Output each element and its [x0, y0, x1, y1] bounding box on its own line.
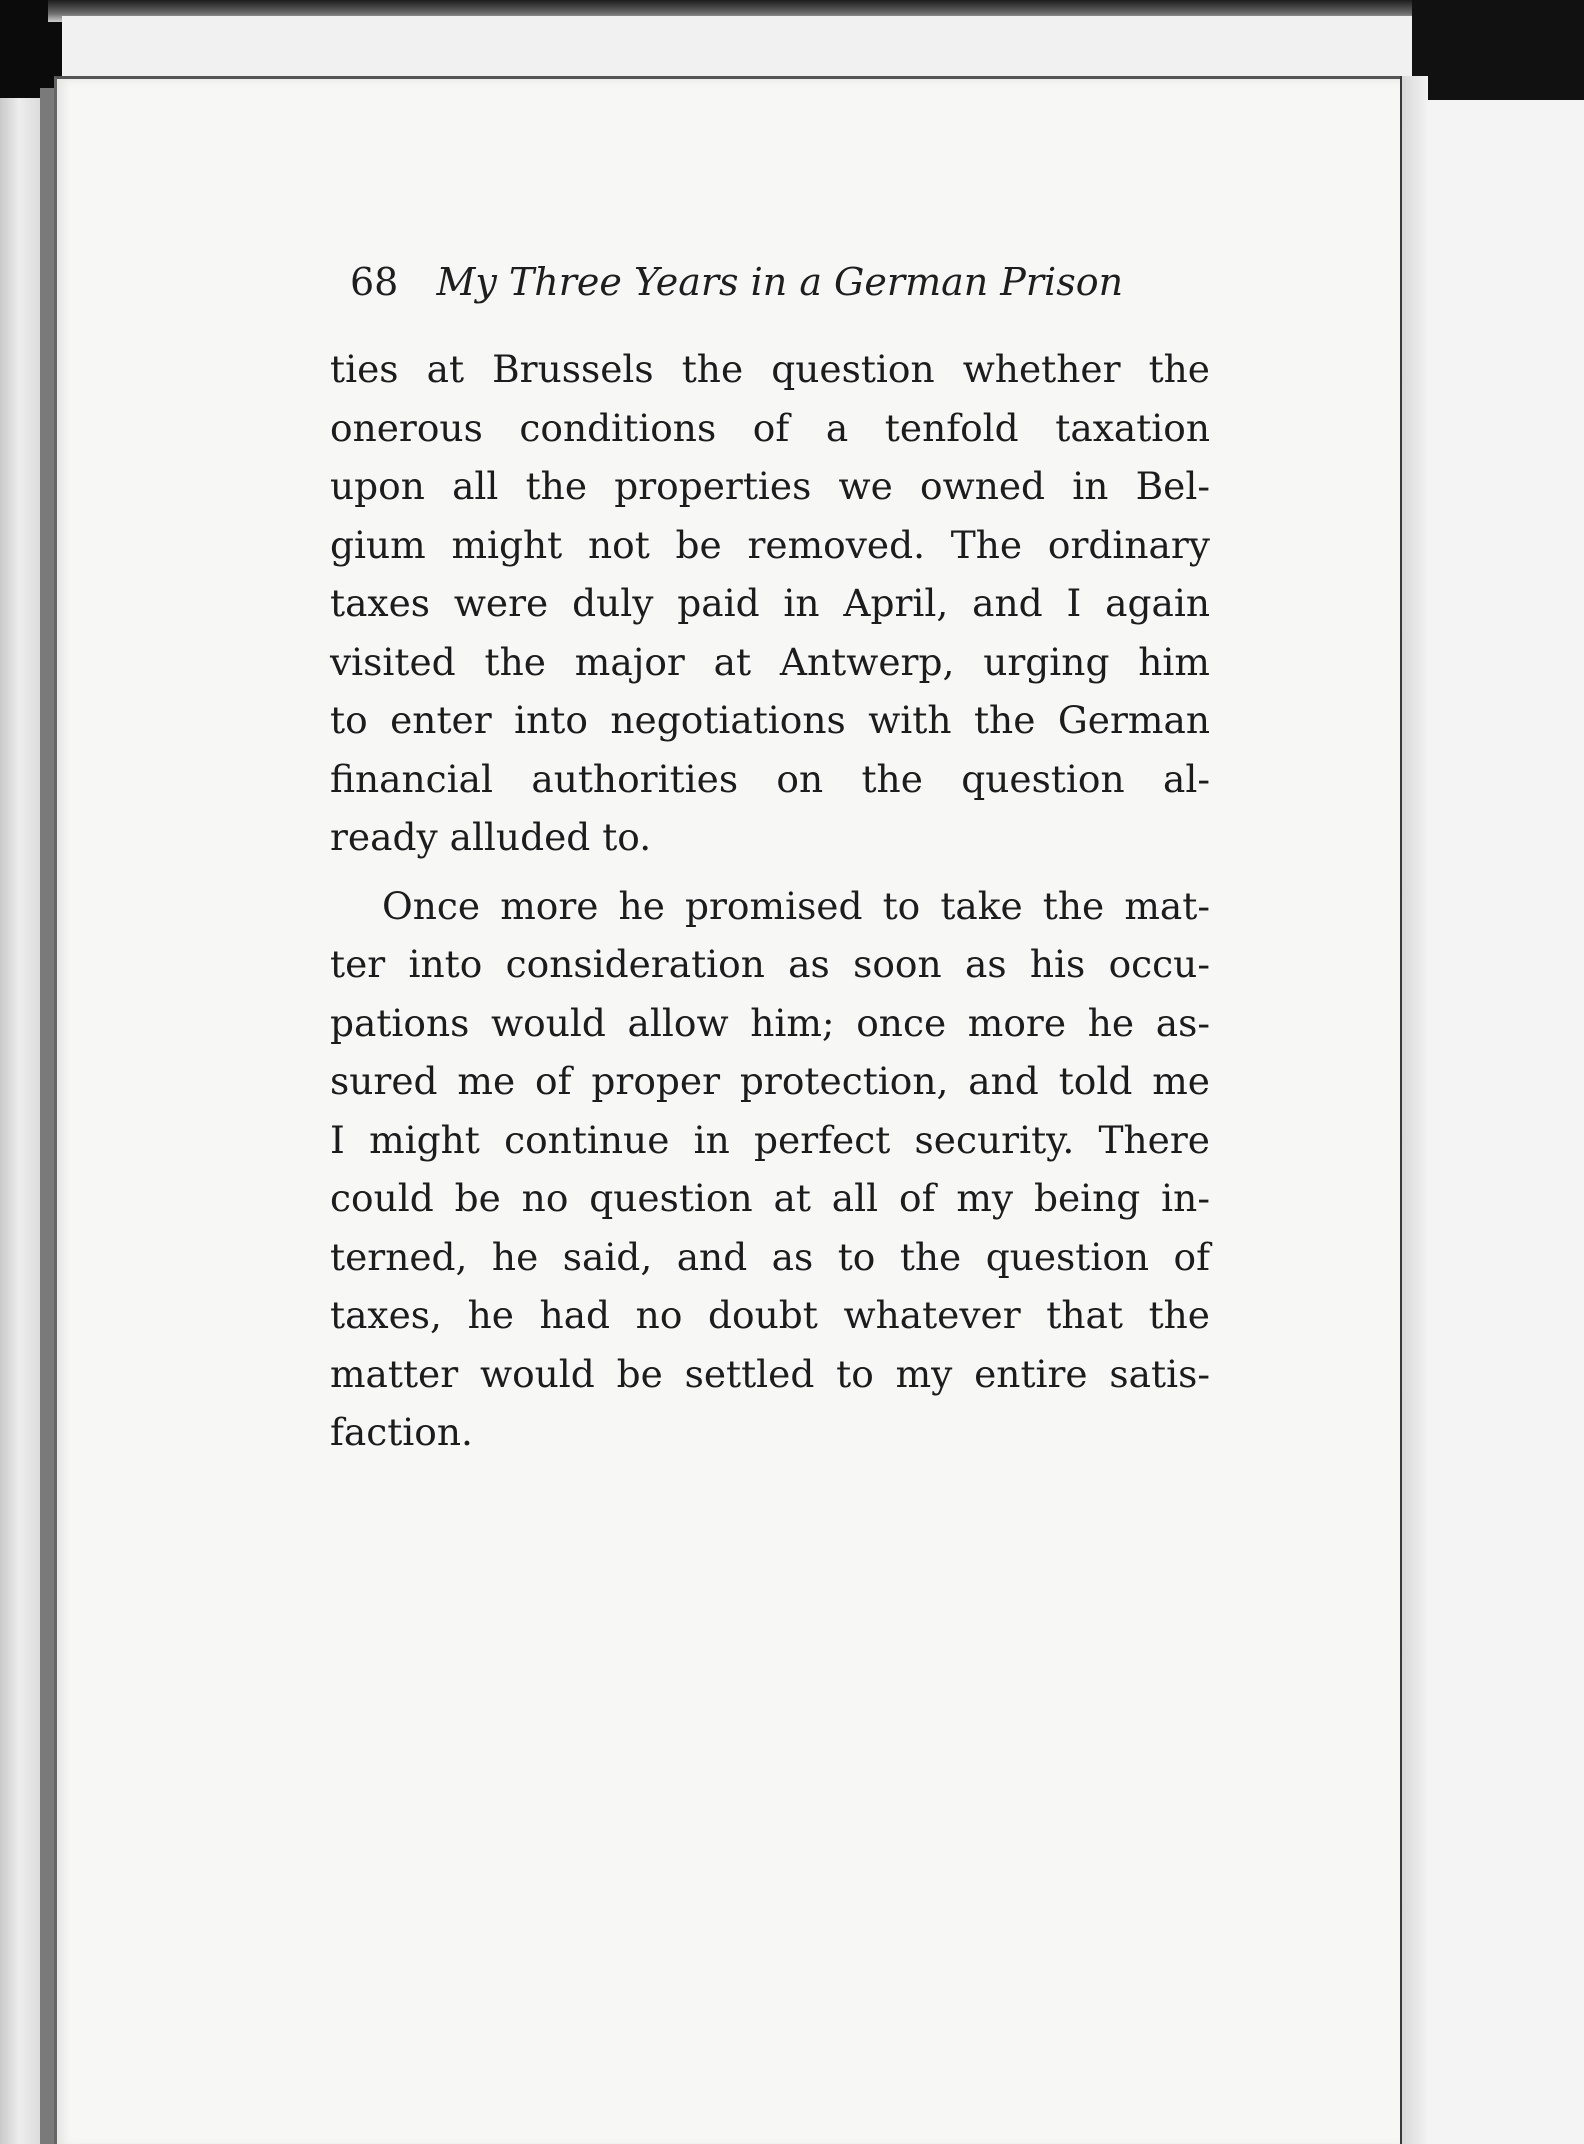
text-line: gium might not be removed. The ordinary — [330, 522, 1210, 567]
text-line: financial authorities on the question al- — [330, 756, 1210, 801]
page-gutter — [1400, 76, 1428, 2144]
running-title: My Three Years in a German Prison — [436, 260, 1124, 304]
text-line: could be no question at all of my being in- — [330, 1176, 1210, 1220]
book-spine-edge — [40, 88, 54, 2144]
text-line: ready alluded to. — [330, 815, 652, 859]
text-line: terned, he said, and as to the question of — [330, 1234, 1210, 1279]
page-number: 68 — [350, 260, 399, 304]
paragraph-2 — [330, 877, 1210, 1462]
text-line: I might continue in perfect security. There — [330, 1117, 1210, 1162]
text-line: ties at Brussels the question whether the — [330, 347, 1210, 391]
text-line: onerous conditions of a tenfold taxation — [330, 405, 1210, 450]
text-line: Once more he promised to take the mat- — [382, 883, 1210, 928]
text-line: faction. — [330, 1410, 473, 1454]
paragraph-1 — [330, 340, 1210, 867]
text-line: pations would allow him; once more he as- — [330, 1000, 1210, 1045]
body-text — [330, 340, 1210, 1462]
text-line: to enter into negotiations with the German — [330, 698, 1210, 742]
facing-page-edge — [1426, 100, 1584, 2144]
text-line: ter into consideration as soon as his occu- — [330, 942, 1210, 986]
text-line: upon all the properties we owned in Bel- — [330, 464, 1210, 508]
text-line: visited the major at Antwerp, urging him — [330, 639, 1210, 684]
background-corner — [1412, 0, 1584, 100]
running-header — [350, 260, 1210, 304]
text-line: matter would be settled to my entire satis- — [330, 1351, 1210, 1396]
text-line: taxes were duly paid in April, and I again — [330, 581, 1210, 625]
text-line: taxes, he had no doubt whatever that the — [330, 1293, 1210, 1337]
text-line: sured me of proper protection, and told me — [330, 1059, 1210, 1103]
